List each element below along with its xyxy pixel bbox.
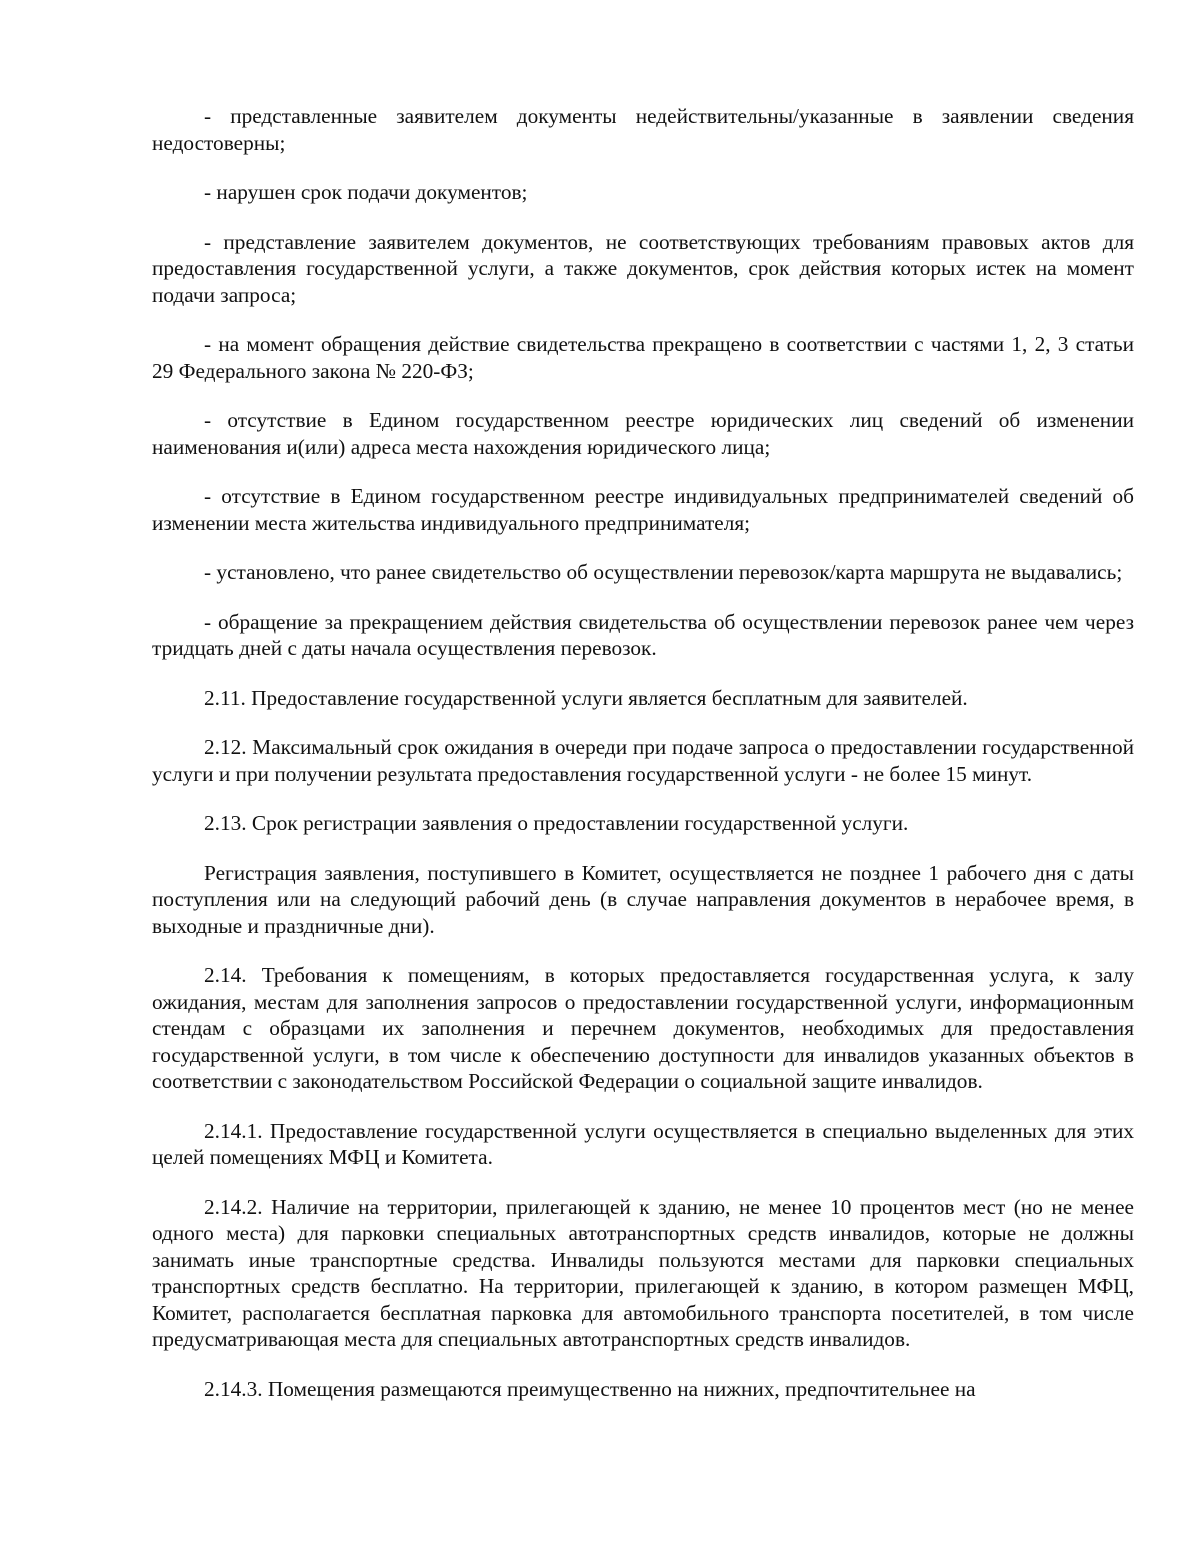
paragraph-noncompliant-documents: - представление заявителем документов, не соответствующих требованиям правовых актов для предоставления государственной услуги, а также документов, срок действия которых истек на момент подачи запроса;	[152, 229, 1134, 307]
paragraph-invalid-documents: - представленные заявителем документы недействительны/указанные в заявлении сведения недостоверны;	[152, 104, 1134, 155]
paragraph-section-2-14: 2.14. Требования к помещениям, в которых предоставляется государственная услуга, к залу ожидания, местам для заполнения запросов о предоставлении государственной услуги, информационным стендам с образцами их заполнения и перечнем документов, необходимых для предоставления государственной услуги, в том числе к обеспечению доступности для инвалидов указанных объектов в соответствии с законодательством Российской Федерации о социальной защите инвалидов.	[152, 963, 1134, 1093]
paragraph-section-2-14-1: 2.14.1. Предоставление государственной услуги осуществляется в специально выделенных для этих целей помещениях МФЦ и Комитета.	[152, 1118, 1134, 1169]
paragraph-deadline-violated: - нарушен срок подачи документов;	[204, 180, 528, 204]
paragraph-early-termination: - обращение за прекращением действия свидетельства об осуществлении перевозок ранее чем через тридцать дней с даты начала осуществления перевозок.	[152, 609, 1134, 660]
document-page	[152, 103, 1134, 1402]
paragraph-not-issued: - установлено, что ранее свидетельство об осуществлении перевозок/карта маршрута не выдавались;	[204, 560, 1123, 584]
paragraph-section-2-11: 2.11. Предоставление государственной услуги является бесплатным для заявителей.	[204, 685, 968, 710]
paragraph-certificate-terminated: - на момент обращения действие свидетельства прекращено в соответствии с частями 1, 2, 3 статьи 29 Федерального закона № 220-ФЗ;	[152, 332, 1134, 383]
paragraph-registration-deadline: Регистрация заявления, поступившего в Комитет, осуществляется не позднее 1 рабочего дня с даты поступления или на следующий рабочий день (в случае направления документов в нерабочее время, в выходные и праздничные дни).	[152, 860, 1134, 938]
paragraph-section-2-14-2: 2.14.2. Наличие на территории, прилегающей к зданию, не менее 10 процентов мест (но не менее одного места) для парковки специальных автотранспортных средств инвалидов, которые не должны занимать иные транспортные средства. Инвалиды пользуются местами для парковки специальных транспортных средств бесплатно. На территории, прилегающей к зданию, в котором размещен МФЦ, Комитет, располагается бесплатная парковка для автомобильного транспорта посетителей, в том числе предусматривающая места для специальных автотранспортных средств инвалидов.	[152, 1194, 1134, 1351]
paragraph-legal-entity-registry: - отсутствие в Едином государственном реестре юридических лиц сведений об изменении наименования и(или) адреса места нахождения юридического лица;	[152, 408, 1134, 459]
paragraph-entrepreneur-registry: - отсутствие в Едином государственном реестре индивидуальных предпринимателей сведений об изменении места жительства индивидуального предпринимателя;	[152, 484, 1134, 535]
paragraph-section-2-14-3: 2.14.3. Помещения размещаются преимущественно на нижних, предпочтительнее на	[204, 1376, 976, 1401]
paragraph-section-2-13: 2.13. Срок регистрации заявления о предоставлении государственной услуги.	[204, 811, 909, 835]
paragraph-section-2-12: 2.12. Максимальный срок ожидания в очереди при подаче запроса о предоставлении государственной услуги и при получении результата предоставления государственной услуги - не более 15 минут.	[152, 735, 1134, 786]
